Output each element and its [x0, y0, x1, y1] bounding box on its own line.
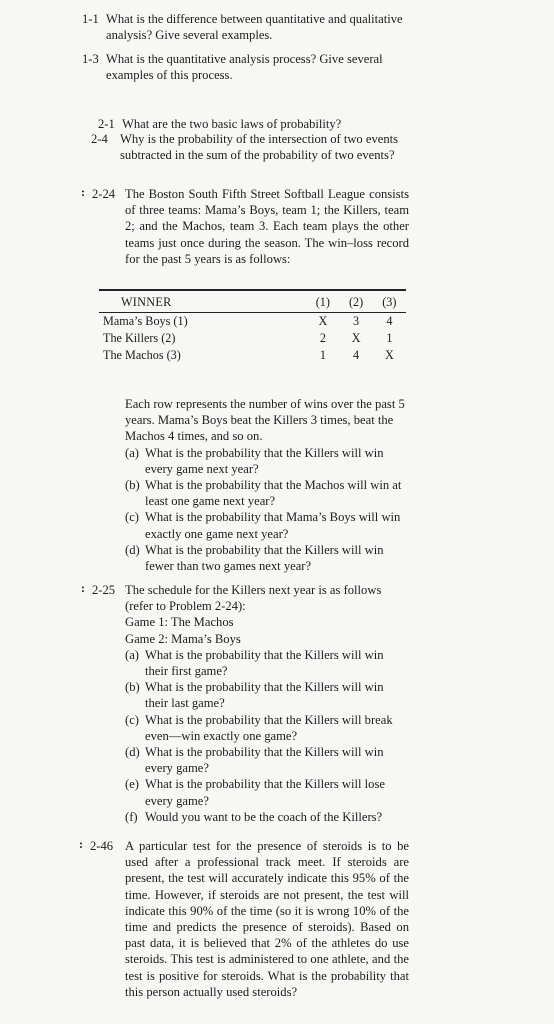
schedule-game-2: Game 2: Mama’s Boys — [125, 631, 241, 646]
sub-question — [125, 542, 409, 574]
sub-question-label: (d) — [125, 745, 140, 760]
sub-question-text: Would you want to be the coach of the Killers? — [145, 809, 383, 824]
table-cell: 4 — [386, 314, 393, 329]
sub-question — [125, 647, 409, 679]
schedule-game-1: Game 1: The Machos — [125, 615, 234, 630]
problem-text: The Boston South Fifth Street Softball League consists of three teams: Mama’s Boys, team 1; the Killers, team 2; and the Machos, team 3. Each team plays the other teams just once during the season. The win–loss record for the past 5 years is as follows: — [125, 187, 409, 266]
problem-text: A particular test for the presence of steroids is to be used after a professional track meet. If steroids are present, the test will accurately indicate this 95% of the time. However, if steroids are not present, the test will indicate this 90% of the time (so it is wrong 10% of the time and predicts the presence of steroids). Based on past data, it is believed that 2% of the athletes do use steroids. This test is administered to one athlete, and the test is positive for steroids. What is the probability that this person actually used steroids? — [125, 839, 409, 999]
problem-2-25 — [81, 581, 409, 825]
table-cell: 3 — [353, 314, 360, 329]
sub-question-text: What is the probability that the Killers will break even—win exactly one game? — [145, 712, 393, 743]
table-cell: 2 — [319, 331, 326, 346]
problem-2-1 — [98, 116, 410, 132]
sub-question-label: (a) — [125, 647, 139, 662]
table-row — [99, 330, 406, 347]
problem-number: 2-4 — [91, 132, 108, 146]
table-cell: The Machos (3) — [103, 348, 181, 363]
table-cell: 4 — [353, 348, 360, 363]
problem-number: 2-46 — [90, 839, 114, 853]
table-row — [99, 313, 406, 331]
problem-number: 2-24 — [92, 187, 116, 201]
table-cell: X — [318, 314, 328, 329]
problem-2-24-continued — [125, 396, 409, 574]
table-cell: 1 — [386, 331, 393, 346]
table-header-cell: (2) — [339, 291, 372, 313]
sub-question — [125, 712, 409, 744]
table-explanation: Each row represents the number of wins over the past 5 years. Mama’s Boys beat the Killers 3 times, beat the Machos 4 times, and so on. — [125, 397, 405, 444]
sub-question-label: (c) — [125, 712, 139, 727]
problem-text: What are the two basic laws of probability? — [122, 117, 342, 131]
sub-question-text: What is the probability that the Machos will win at least one game next year? — [145, 478, 402, 509]
sub-question-label: (a) — [125, 445, 139, 460]
table-header-cell: (1) — [306, 291, 339, 313]
table-cell: X — [351, 331, 361, 346]
table-header-row — [99, 291, 406, 313]
sub-question-text: What is the probability that the Killers will win every game next year? — [145, 445, 384, 476]
problem-text: Why is the probability of the intersection of two events subtracted in the sum of the probability of two events? — [120, 132, 399, 163]
sub-question-text: What is the probability that the Killers will win their last game? — [145, 680, 384, 711]
win-loss-table — [99, 291, 406, 364]
sub-question-label: (b) — [125, 478, 140, 493]
sub-question — [125, 477, 409, 509]
sub-question-text: What is the probability that the Killers will win their first game? — [145, 647, 384, 679]
problem-2-4 — [91, 131, 408, 163]
sub-question-text: What is the probability that the Killers will lose every game? — [145, 777, 385, 808]
table-cell: X — [384, 348, 394, 363]
sub-question — [125, 445, 409, 477]
problem-marker: : — [81, 185, 85, 199]
sub-question-text: What is the probability that the Killers will win every game? — [145, 745, 384, 776]
table-header-cell: WINNER — [99, 291, 306, 313]
problem-text: The schedule for the Killers next year is as follows (refer to Problem 2-24): — [125, 583, 382, 614]
sub-question-label: (d) — [125, 542, 140, 557]
problem-number: 2-1 — [98, 117, 115, 131]
problem-1-1 — [82, 11, 412, 43]
problem-marker: : — [81, 581, 85, 595]
sub-question — [125, 744, 409, 776]
sub-question — [125, 679, 409, 711]
table-cell: The Killers (2) — [103, 331, 176, 346]
sub-question — [125, 509, 409, 541]
table-row — [99, 347, 406, 364]
problem-text: What is the quantitative analysis process? Give several examples of this process. — [106, 52, 383, 83]
sub-question-label: (f) — [125, 809, 138, 824]
table-header-cell: (3) — [373, 291, 406, 313]
table-cell: Mama’s Boys (1) — [103, 314, 188, 329]
sub-question-text: What is the probability that the Killers will win fewer than two games next year? — [145, 542, 384, 574]
problem-1-3 — [82, 51, 412, 83]
problem-2-46 — [79, 837, 409, 1000]
problem-2-24 — [81, 185, 409, 267]
sub-question — [125, 809, 409, 825]
problem-number: 1-3 — [82, 52, 99, 66]
problem-text: What is the difference between quantitative and qualitative analysis? Give several examples. — [106, 12, 403, 43]
sub-question-text: What is the probability that Mama’s Boys will win exactly one game next year? — [145, 510, 401, 541]
problem-marker: : — [79, 837, 83, 851]
sub-question-label: (c) — [125, 510, 139, 525]
table-cell: 1 — [319, 348, 326, 363]
sub-question — [125, 776, 409, 808]
problem-number: 1-1 — [82, 12, 99, 26]
problem-number: 2-25 — [92, 583, 116, 597]
sub-question-label: (b) — [125, 680, 140, 695]
sub-question-label: (e) — [125, 777, 139, 792]
